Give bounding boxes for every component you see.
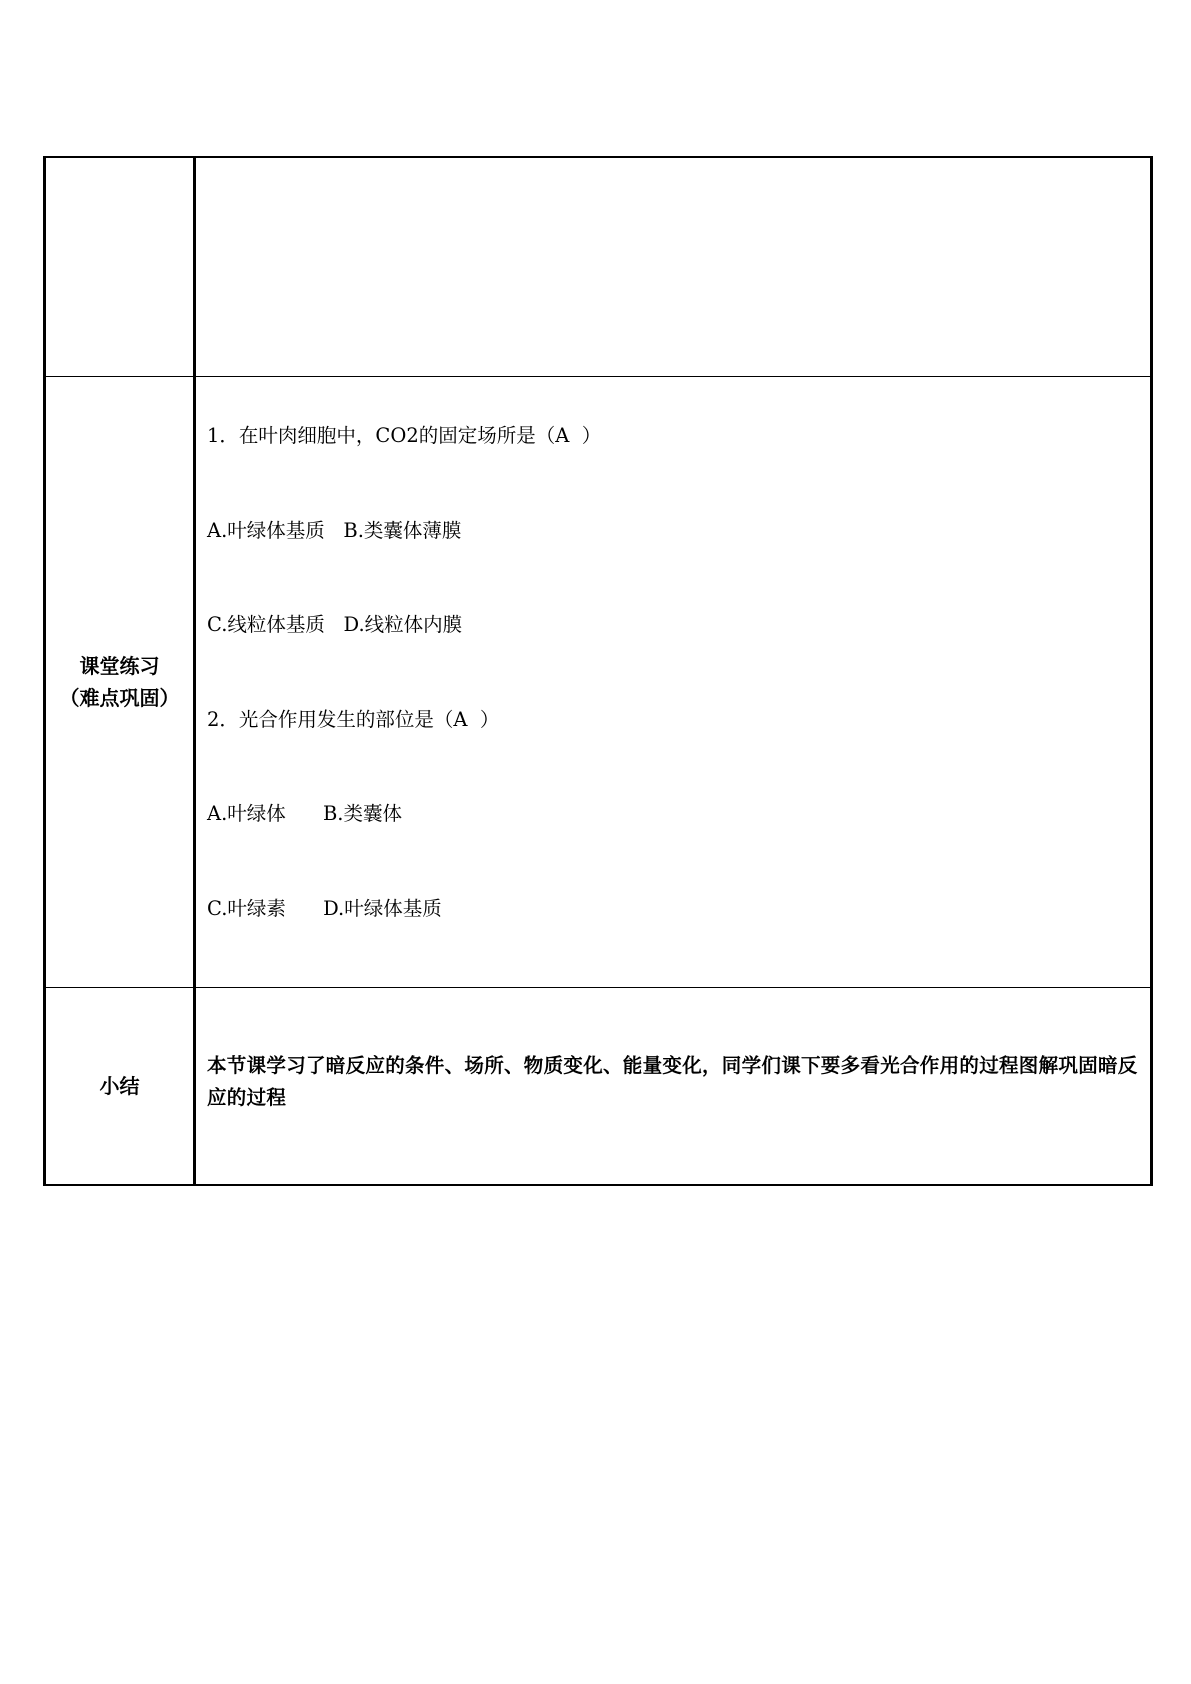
empty-label-cell (45, 157, 195, 377)
empty-content-cell (195, 157, 1152, 377)
practice-content-cell (195, 377, 1152, 988)
question-1-options-ab: A.叶绿体基质 B.类囊体薄膜 (207, 518, 462, 542)
summary-text: 本节课学习了暗反应的条件、场所、物质变化、能量变化，同学们课下要多看光合作用的过程图解巩固暗反应的过程 (207, 1054, 1138, 1109)
summary-label-cell (45, 988, 195, 1186)
summary-content-cell (195, 988, 1152, 1186)
practice-sublabel: （难点巩固） (59, 686, 180, 710)
question-2-options-cd: C.叶绿素 D.叶绿体基质 (207, 896, 442, 920)
table-row-practice (45, 377, 1152, 988)
question-2-stem: 2．光合作用发生的部位是（A ） (207, 707, 500, 731)
table-row-summary (45, 988, 1152, 1186)
question-2-options-ab: A.叶绿体 B.类囊体 (207, 802, 403, 825)
summary-label: 小结 (99, 1074, 140, 1098)
lesson-plan-table (43, 156, 1153, 1186)
question-1-options-cd: C.线粒体基质 D.线粒体内膜 (207, 613, 463, 636)
practice-label: 课堂练习 (79, 654, 160, 678)
table-row (45, 157, 1152, 377)
practice-label-cell (45, 377, 195, 988)
practice-questions (207, 357, 1140, 987)
question-1-stem: 1．在叶肉细胞中，CO2的固定场所是（A ） (207, 424, 602, 447)
